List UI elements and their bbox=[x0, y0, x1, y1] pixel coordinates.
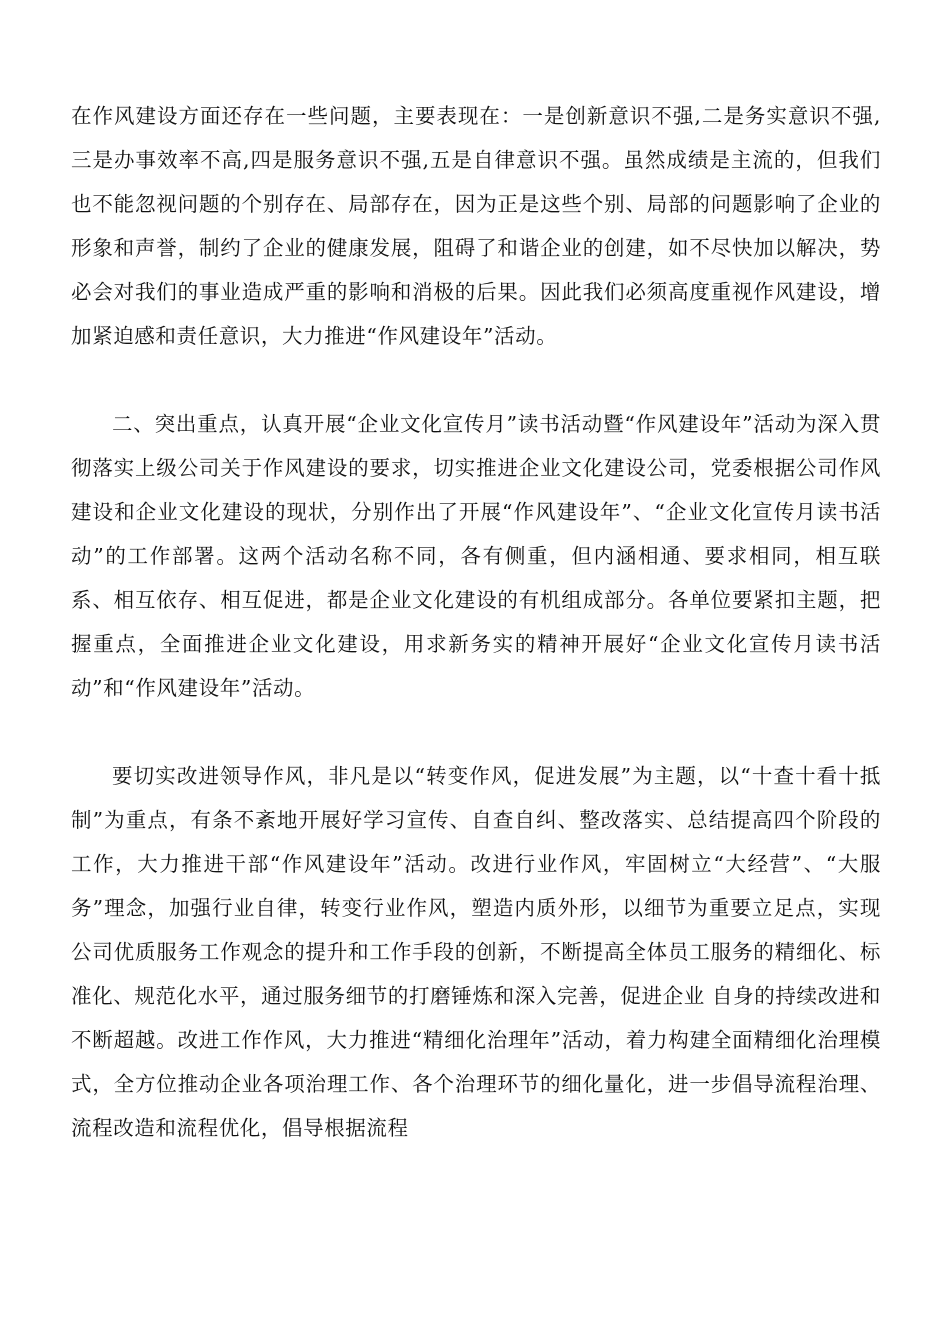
paragraph-block-1 bbox=[71, 94, 881, 358]
paragraph-block-3 bbox=[71, 754, 881, 1150]
paragraph-2: 二、突出重点，认真开展“企业文化宣传月”读书活动暨“作风建设年”活动为深入贯彻落实上级公司关于作风建设的要求，切实推进企业文化建设公司，党委根据公司作风建设和企业文化建设的现状，分别作出了开展“作风建设年”、“企业文化宣传月读书活动”的工作部署。这两个活动名称不同，各有侧重，但内涵相通、要求相同，相互联系、相互依存、相互促进，都是企业文化建设的有机组成部分。各单位要紧扣主题，把握重点，全面推进企业文化建设，用求新务实的精神开展好“企业文化宣传月读书活动”和“作风建设年”活动。 bbox=[71, 412, 881, 700]
paragraph-3: 要切实改进领导作风，非凡是以“转变作风，促进发展”为主题，以“十查十看十抵制”为重点，有条不紊地开展好学习宣传、自查自纠、整改落实、总结提高四个阶段的工作，大力推进干部“作风建设年”活动。改进行业作风，牢固树立“大经营”、“大服务”理念，加强行业自律，转变行业作风，塑造内质外形，以细节为重要立足点，实现公司优质服务工作观念的提升和工作手段的创新，不断提高全体员工服务的精细化、标准化、规范化水平，通过服务细节的打磨锤炼和深入完善，促进企业 自身的持续改进和不断超越。改进工作作风，大力推进“精细化治理年”活动，着力构建全面精细化治理模式，全方位推动企业各项治理工作、各个治理环节的细化量化，进一步倡导流程治理、流程改造和流程优化，倡导根据流程 bbox=[71, 764, 881, 1140]
paragraph-block-2 bbox=[71, 402, 881, 710]
paragraph-1: 在作风建设方面还存在一些问题，主要表现在：一是创新意识不强,二是务实意识不强,三是办事效率不高,四是服务意识不强,五是自律意识不强。虽然成绩是主流的，但我们也不能忽视问题的个别存在、局部存在，因为正是这些个别、局部的问题影响了企业的形象和声誉，制约了企业的健康发展，阻碍了和谐企业的创建，如不尽快加以解决，势必会对我们的事业造成严重的影响和消极的后果。因此我们必须高度重视作风建设，增加紧迫感和责任意识，大力推进“作风建设年”活动。 bbox=[71, 104, 881, 348]
